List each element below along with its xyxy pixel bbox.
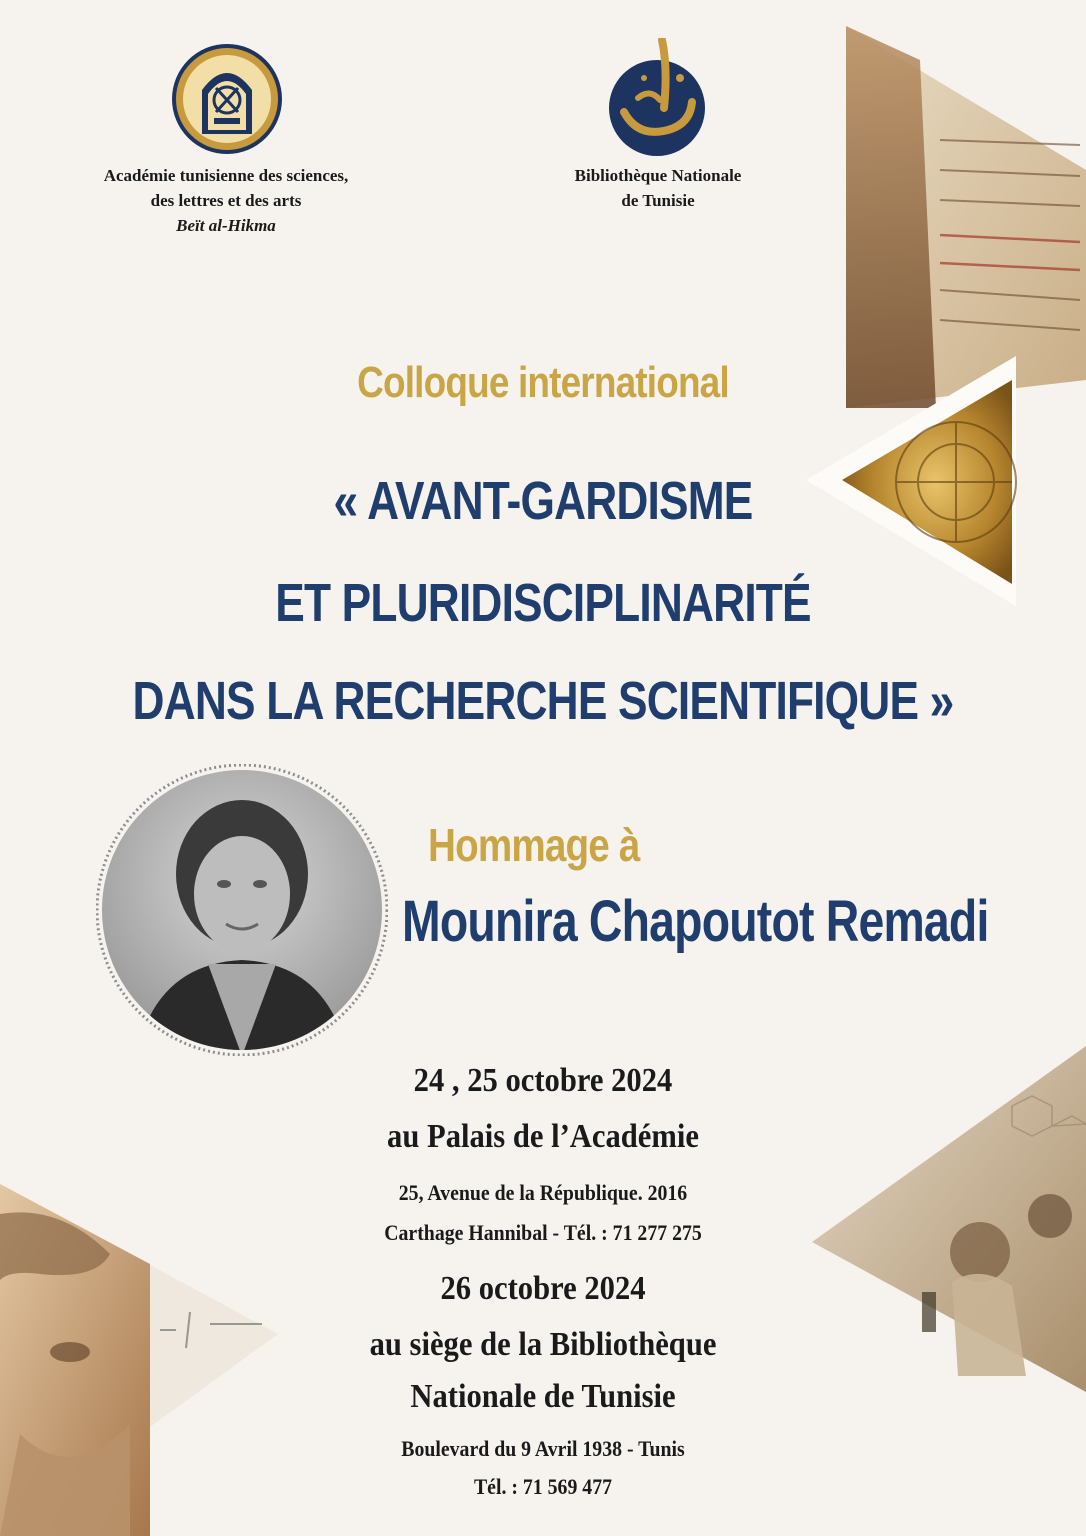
session1-address-line2: Carthage Hannibal - Tél. : 71 277 275 [384,1220,702,1245]
session1-address-line1: 25, Avenue de la République. 2016 [398,1180,688,1205]
library-name-line1: Bibliothèque Nationale [574,166,742,185]
event-title-line3: DANS LA RECHERCHE SCIENTIFIQUE » [132,671,954,731]
session2-venue-line1: au siège de la Bibliothèque [369,1326,717,1363]
bnt-calligraphy-logo-icon [598,38,716,156]
tribute-label: Hommage à [428,819,640,871]
honoree-name: Mounira Chapoutot Remadi [402,889,989,954]
session2-address: Boulevard du 9 Avril 1938 - Tunis [401,1436,685,1461]
library-name-line2: de Tunisie [621,191,695,210]
academy-caption [40,163,412,238]
session1-dates: 24 , 25 octobre 2024 [413,1062,673,1099]
library-caption [508,163,808,213]
honoree-portrait [96,764,388,1056]
manuscript-triangle-image [840,20,1086,410]
session2-date: 26 octobre 2024 [440,1270,646,1307]
session2-phone: Tél. : 71 569 477 [473,1474,613,1499]
academy-name-line2: des lettres et des arts [150,191,302,210]
event-title-line2: ET PLURIDISCIPLINARITÉ [275,573,811,633]
academy-name-line1: Académie tunisienne des sciences, [103,166,349,185]
event-kicker: Colloque international [357,358,729,407]
session1-venue: au Palais de l’Académie [387,1118,699,1155]
academy-seal-icon [170,42,284,156]
session2-venue-line2: Nationale de Tunisie [410,1378,676,1415]
event-title-line1: « AVANT-GARDISME [333,471,753,531]
academy-name-arabic-translit: Beït al-Hikma [176,216,276,235]
